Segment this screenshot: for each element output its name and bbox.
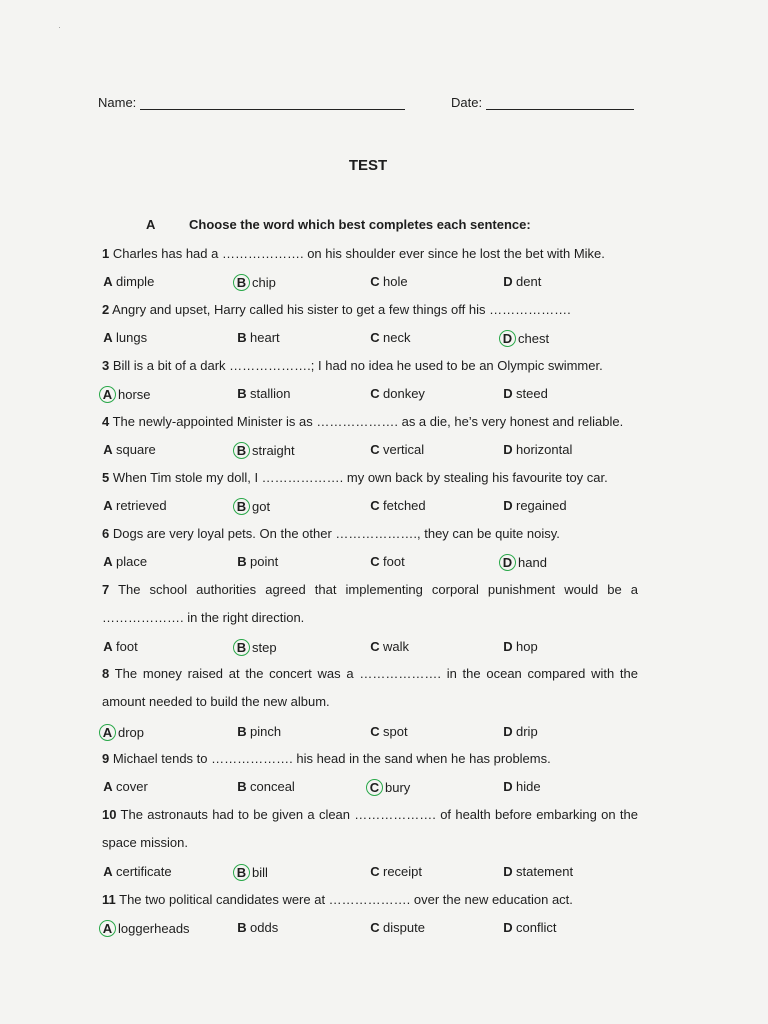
option-word: stallion xyxy=(250,386,291,401)
option-letter: A xyxy=(103,442,113,457)
selected-option-letter: A xyxy=(99,724,116,741)
option-letter: C xyxy=(370,554,380,569)
selected-option-letter: B xyxy=(233,639,250,656)
option-c[interactable] xyxy=(369,498,426,513)
question-number: 3 xyxy=(102,358,110,373)
option-word: hop xyxy=(516,639,538,654)
question-text: The newly-appointed Minister is as ………………. as a die, he’s very honest and reliable. xyxy=(109,414,624,429)
scan-speck: · xyxy=(58,22,61,32)
question-number: 10 xyxy=(102,807,117,822)
question-text: The astronauts had to be given a clean ………………. of health before embarking on the space mission. xyxy=(102,807,638,850)
question-10 xyxy=(102,801,638,857)
question-8 xyxy=(102,660,638,716)
option-word: conceal xyxy=(250,779,295,794)
options-row-11 xyxy=(102,920,642,944)
option-d[interactable] xyxy=(502,864,573,879)
option-letter: D xyxy=(503,779,513,794)
option-letter: D xyxy=(503,498,513,513)
option-letter: C xyxy=(370,274,380,289)
options-row-4 xyxy=(102,442,642,466)
option-word: bill xyxy=(252,865,268,880)
option-d[interactable] xyxy=(502,554,547,571)
option-d[interactable] xyxy=(502,274,541,289)
option-word: drip xyxy=(516,724,538,739)
option-c[interactable] xyxy=(369,724,408,739)
option-word: statement xyxy=(516,864,574,879)
option-c[interactable] xyxy=(369,554,405,569)
option-d[interactable] xyxy=(502,386,548,401)
option-letter: D xyxy=(503,724,513,739)
option-word: horse xyxy=(118,387,151,402)
option-letter: C xyxy=(370,864,380,879)
option-letter: B xyxy=(237,724,247,739)
option-word: square xyxy=(116,442,156,457)
option-b[interactable] xyxy=(236,330,280,345)
option-letter: C xyxy=(370,724,380,739)
option-word: vertical xyxy=(383,442,425,457)
option-letter: C xyxy=(370,498,380,513)
option-word: retrieved xyxy=(116,498,167,513)
option-b[interactable] xyxy=(236,386,290,401)
options-row-1 xyxy=(102,274,642,298)
option-letter: D xyxy=(503,639,513,654)
option-letter: C xyxy=(370,920,380,935)
option-word: neck xyxy=(383,330,411,345)
option-letter: C xyxy=(370,330,380,345)
option-b[interactable] xyxy=(236,554,278,569)
option-letter: B xyxy=(237,920,247,935)
option-word: straight xyxy=(252,443,295,458)
option-c[interactable] xyxy=(369,864,422,879)
option-word: chest xyxy=(518,331,550,346)
option-word: place xyxy=(116,554,148,569)
option-word: heart xyxy=(250,330,280,345)
option-word: dimple xyxy=(116,274,155,289)
option-b[interactable] xyxy=(236,639,277,656)
option-word: regained xyxy=(516,498,567,513)
option-word: dent xyxy=(516,274,542,289)
option-letter: D xyxy=(503,386,513,401)
question-text: The school authorities agreed that implementing corporal punishment would be a ………………. in the right direction. xyxy=(102,582,638,625)
question-text: When Tim stole my doll, I ………………. my own back by stealing his favourite toy car. xyxy=(109,470,608,485)
option-b[interactable] xyxy=(236,920,278,935)
question-text: The two political candidates were at ………………. over the new education act. xyxy=(115,892,573,907)
option-c[interactable] xyxy=(369,386,425,401)
question-number: 7 xyxy=(102,582,110,597)
question-number: 8 xyxy=(102,666,110,681)
option-word: hide xyxy=(516,779,541,794)
option-letter: B xyxy=(237,386,247,401)
option-letter: A xyxy=(103,498,113,513)
question-number: 9 xyxy=(102,751,110,766)
selected-option-letter: D xyxy=(499,554,516,571)
option-letter: A xyxy=(103,779,113,794)
option-word: chip xyxy=(252,275,276,290)
option-letter: D xyxy=(503,442,513,457)
option-word: pinch xyxy=(250,724,282,739)
section-letter: A xyxy=(146,217,156,232)
name-field[interactable] xyxy=(98,95,405,110)
option-a[interactable] xyxy=(102,639,138,654)
option-word: dispute xyxy=(383,920,425,935)
option-d[interactable] xyxy=(502,330,549,347)
option-letter: C xyxy=(370,639,380,654)
question-6 xyxy=(102,520,638,548)
question-number: 5 xyxy=(102,470,110,485)
question-2 xyxy=(102,296,638,324)
date-line[interactable] xyxy=(486,97,634,110)
selected-option-letter: A xyxy=(99,386,116,403)
question-number: 2 xyxy=(102,302,110,317)
question-text: Dogs are very loyal pets. On the other ………………., they can be quite noisy. xyxy=(109,526,560,541)
option-word: fetched xyxy=(383,498,426,513)
option-d[interactable] xyxy=(502,920,556,935)
options-row-9 xyxy=(102,779,642,803)
selected-option-letter: A xyxy=(99,920,116,937)
option-word: certificate xyxy=(116,864,172,879)
options-row-10 xyxy=(102,864,642,888)
selected-option-letter: D xyxy=(499,330,516,347)
question-4 xyxy=(102,408,638,436)
option-a[interactable] xyxy=(102,779,148,794)
option-letter: B xyxy=(237,554,247,569)
question-text: Bill is a bit of a dark ……………….; I had no idea he used to be an Olympic swimmer. xyxy=(109,358,603,373)
selected-option-letter: B xyxy=(233,498,250,515)
option-letter: A xyxy=(103,554,113,569)
page-title: TEST xyxy=(348,157,388,174)
date-label: Date: xyxy=(451,95,483,110)
option-c[interactable] xyxy=(369,639,409,654)
name-label: Name: xyxy=(98,95,137,110)
option-word: spot xyxy=(383,724,408,739)
selected-option-letter: C xyxy=(366,779,383,796)
question-5 xyxy=(102,464,638,492)
option-word: steed xyxy=(516,386,548,401)
question-number: 1 xyxy=(102,246,110,261)
option-a[interactable] xyxy=(102,554,147,569)
options-row-2 xyxy=(102,330,642,354)
option-word: horizontal xyxy=(516,442,573,457)
option-d[interactable] xyxy=(502,779,541,794)
options-row-6 xyxy=(102,554,642,578)
option-c[interactable] xyxy=(369,920,425,935)
question-text: Angry and upset, Harry called his sister to get a few things off his ………………. xyxy=(109,302,571,317)
option-a[interactable] xyxy=(102,330,147,345)
selected-option-letter: B xyxy=(233,274,250,291)
option-a[interactable] xyxy=(102,442,156,457)
option-letter: D xyxy=(503,864,513,879)
option-c[interactable] xyxy=(369,330,410,345)
option-word: odds xyxy=(250,920,279,935)
option-word: bury xyxy=(385,780,411,795)
option-letter: C xyxy=(370,442,380,457)
option-a[interactable] xyxy=(102,920,190,937)
question-number: 11 xyxy=(102,892,116,907)
option-letter: D xyxy=(503,274,513,289)
option-a[interactable] xyxy=(102,724,144,741)
option-word: step xyxy=(252,640,277,655)
option-word: lungs xyxy=(116,330,148,345)
option-d[interactable] xyxy=(502,442,572,457)
option-word: foot xyxy=(383,554,405,569)
selected-option-letter: B xyxy=(233,442,250,459)
option-letter: A xyxy=(103,274,113,289)
question-number: 6 xyxy=(102,526,110,541)
question-text: The money raised at the concert was a ………………. in the ocean compared with the amount needed to build the new album. xyxy=(102,666,638,709)
option-word: got xyxy=(252,499,271,514)
option-word: loggerheads xyxy=(118,921,190,936)
option-letter: A xyxy=(103,639,113,654)
question-11 xyxy=(102,886,638,914)
option-letter: C xyxy=(370,386,380,401)
option-letter: B xyxy=(237,779,247,794)
question-7 xyxy=(102,576,638,632)
option-word: receipt xyxy=(383,864,423,879)
option-a[interactable] xyxy=(102,498,167,513)
option-b[interactable] xyxy=(236,864,268,881)
option-letter: A xyxy=(103,864,113,879)
option-word: cover xyxy=(116,779,148,794)
option-c[interactable] xyxy=(369,442,424,457)
options-row-3 xyxy=(102,386,642,410)
option-a[interactable] xyxy=(102,386,151,403)
question-1 xyxy=(102,240,638,268)
option-word: walk xyxy=(383,639,410,654)
option-word: foot xyxy=(116,639,138,654)
option-c[interactable] xyxy=(369,274,408,289)
question-text: Charles has had a ………………. on his shoulder ever since he lost the bet with Mike. xyxy=(109,246,605,261)
option-word: hand xyxy=(518,555,547,570)
option-d[interactable] xyxy=(502,639,538,654)
question-3 xyxy=(102,352,638,380)
option-d[interactable] xyxy=(502,498,567,513)
option-a[interactable] xyxy=(102,274,154,289)
option-b[interactable] xyxy=(236,498,270,515)
option-word: conflict xyxy=(516,920,557,935)
name-line[interactable] xyxy=(140,97,405,110)
option-letter: A xyxy=(103,330,113,345)
option-b[interactable] xyxy=(236,779,295,794)
section-instruction: Choose the word which best completes each sentence: xyxy=(189,217,531,232)
option-b[interactable] xyxy=(236,442,295,459)
option-b[interactable] xyxy=(236,724,281,739)
option-word: drop xyxy=(118,725,145,740)
date-field[interactable] xyxy=(451,95,634,110)
question-text: Michael tends to ………………. his head in the sand when he has problems. xyxy=(109,751,551,766)
options-row-5 xyxy=(102,498,642,522)
question-9 xyxy=(102,745,638,773)
option-c[interactable] xyxy=(369,779,410,796)
option-letter: B xyxy=(237,330,247,345)
option-d[interactable] xyxy=(502,724,538,739)
option-letter: D xyxy=(503,920,513,935)
option-b[interactable] xyxy=(236,274,276,291)
option-a[interactable] xyxy=(102,864,172,879)
question-number: 4 xyxy=(102,414,110,429)
section-heading xyxy=(146,217,531,232)
selected-option-letter: B xyxy=(233,864,250,881)
option-word: hole xyxy=(383,274,408,289)
option-word: donkey xyxy=(383,386,425,401)
option-word: point xyxy=(250,554,279,569)
